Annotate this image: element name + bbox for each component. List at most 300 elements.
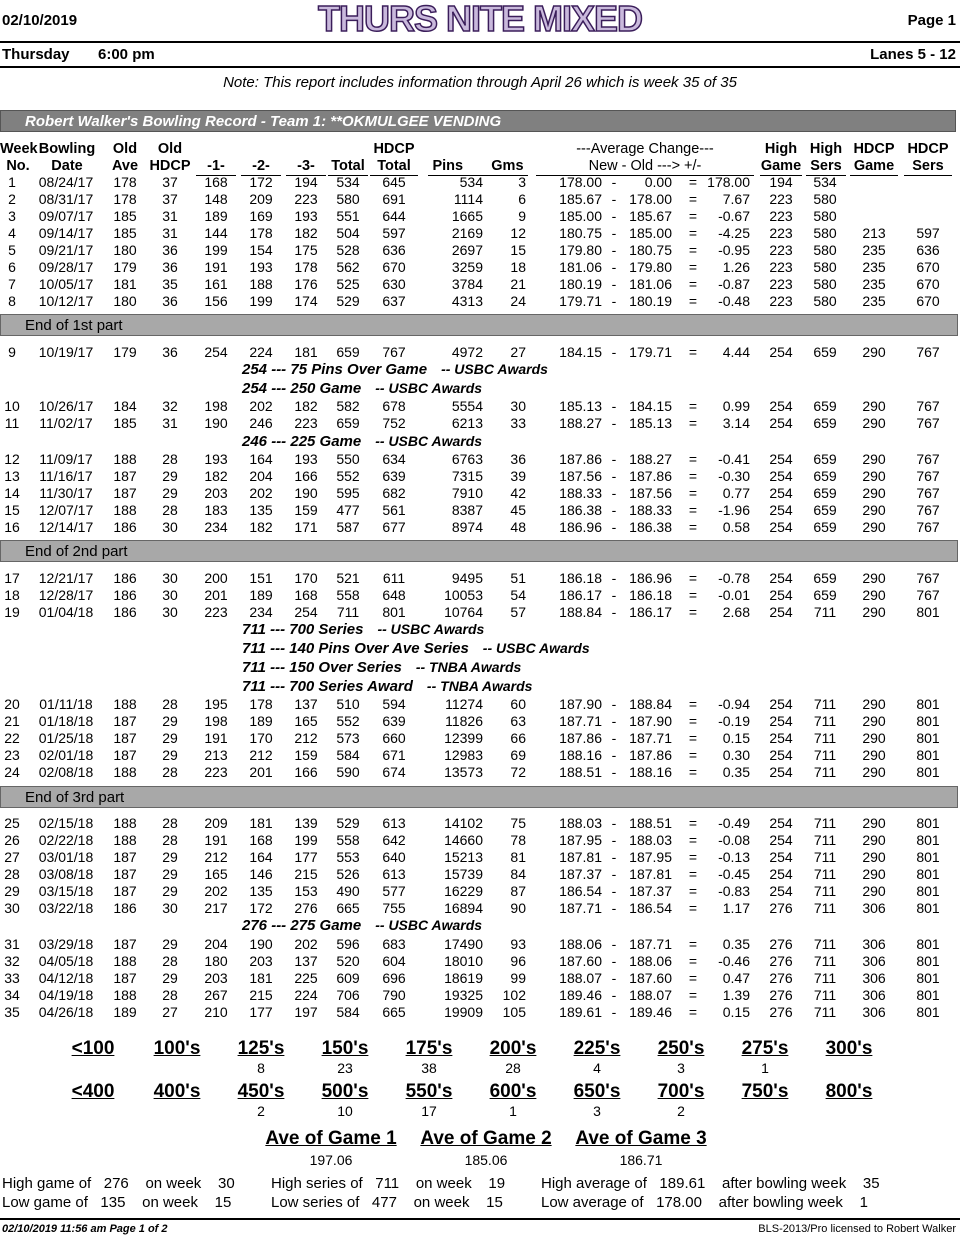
table-cell: 1665 [451, 208, 483, 224]
table-cell: 188.84 [629, 696, 672, 712]
table-cell: 659 [813, 344, 837, 360]
table-cell: 801 [916, 730, 940, 746]
table-cell: 235 [862, 242, 886, 258]
table-cell: 180.75 [629, 242, 672, 258]
table-cell: 188 [113, 832, 137, 848]
table-cell: 223 [769, 208, 793, 224]
col-pins-gms: Pins Gms [428, 158, 528, 176]
table-cell: 28 [162, 953, 178, 969]
table-cell: 767 [916, 398, 940, 414]
table-cell: 02/15/18 [38, 815, 94, 831]
table-cell: 254 [769, 587, 793, 603]
table-cell: 582 [336, 398, 360, 414]
award-line [242, 658, 521, 677]
award-text: 711 --- 140 Pins Over Ave Series [242, 640, 469, 657]
table-cell: 187 [113, 730, 137, 746]
table-cell: 551 [336, 208, 360, 224]
table-cell: 164 [249, 849, 273, 865]
table-cell: 290 [862, 832, 886, 848]
table-cell: 203 [204, 970, 228, 986]
subheader-rule [0, 66, 960, 68]
table-cell: 185.00 [559, 208, 602, 224]
table-cell: 711 [813, 849, 837, 865]
table-cell: 135 [249, 883, 273, 899]
table-cell: 180.75 [559, 225, 602, 241]
table-cell: 23 [4, 747, 20, 763]
game-dist-count: 4 [593, 1060, 601, 1076]
table-cell: 200 [204, 570, 228, 586]
table-cell: 190 [294, 485, 318, 501]
table-cell: 711 [813, 866, 837, 882]
table-cell: 12983 [444, 747, 483, 763]
table-cell: 10/26/17 [38, 398, 94, 414]
table-cell: 194 [294, 174, 318, 190]
table-cell: - [611, 713, 617, 729]
table-cell: - [611, 953, 617, 969]
table-cell: 12399 [444, 730, 483, 746]
table-cell: 190 [249, 936, 273, 952]
part-separator: End of 3rd part [0, 786, 958, 808]
table-cell: 276 [769, 987, 793, 1003]
table-cell: 755 [382, 900, 406, 916]
table-cell: - [611, 344, 617, 360]
table-cell: 3259 [451, 259, 483, 275]
table-cell: 7.67 [722, 191, 750, 207]
table-cell: = [688, 764, 698, 780]
table-cell: = [688, 747, 698, 763]
table-cell: 180.19 [629, 293, 672, 309]
table-cell: 181 [113, 276, 137, 292]
table-cell: 3 [8, 208, 16, 224]
table-cell: - [611, 900, 617, 916]
table-cell: = [688, 191, 698, 207]
table-cell: 181 [294, 344, 318, 360]
table-cell: 187.86 [559, 730, 602, 746]
footer-rule [0, 1218, 960, 1220]
table-cell: - [611, 451, 617, 467]
game-dist-count: 1 [761, 1060, 769, 1076]
game-average-value: 197.06 [309, 1152, 353, 1168]
table-cell: 189.46 [629, 1004, 672, 1020]
table-cell: 254 [204, 344, 228, 360]
table-cell: -0.19 [718, 713, 750, 729]
table-cell: 18 [4, 587, 20, 603]
table-cell: 187 [113, 468, 137, 484]
table-cell: - [611, 866, 617, 882]
series-dist-label: 600's [489, 1081, 537, 1102]
table-cell: 187.90 [629, 713, 672, 729]
table-cell: - [611, 730, 617, 746]
table-cell: 33 [4, 970, 20, 986]
table-row [0, 293, 960, 310]
table-cell: 801 [916, 815, 940, 831]
game-dist-label: <100 [71, 1038, 115, 1059]
table-cell: 187.86 [559, 451, 602, 467]
table-cell: 02/01/18 [38, 747, 94, 763]
table-cell: 29 [162, 468, 178, 484]
award-text: 246 --- 225 Game [242, 433, 362, 450]
series-dist-count: 2 [257, 1103, 265, 1119]
table-cell: 187 [113, 970, 137, 986]
table-cell: 562 [336, 259, 360, 275]
table-cell: 223 [204, 764, 228, 780]
table-cell: 254 [769, 519, 793, 535]
table-cell: 188 [113, 502, 137, 518]
table-row [0, 900, 960, 917]
table-cell: = [688, 866, 698, 882]
table-cell: 31 [162, 415, 178, 431]
table-cell: = [688, 415, 698, 431]
table-cell: 04/26/18 [38, 1004, 94, 1020]
table-cell: -0.48 [718, 293, 750, 309]
table-row [0, 415, 960, 432]
table-cell: 168 [294, 587, 318, 603]
table-cell: 254 [769, 883, 793, 899]
table-row [0, 174, 960, 191]
table-cell: 17490 [444, 936, 483, 952]
table-cell: 16894 [444, 900, 483, 916]
table-cell: 9 [8, 344, 16, 360]
game-dist-label: 175's [405, 1038, 453, 1059]
table-cell: 202 [249, 398, 273, 414]
table-cell: 28 [162, 764, 178, 780]
table-cell: 199 [204, 242, 228, 258]
col-week: Week No. [0, 141, 38, 174]
table-cell: 87 [510, 883, 526, 899]
table-cell: 33 [510, 415, 526, 431]
table-cell: 290 [862, 570, 886, 586]
page-number: Page 1 [907, 12, 956, 29]
table-cell: 290 [862, 587, 886, 603]
table-cell: = [688, 970, 698, 986]
table-cell: 580 [813, 208, 837, 224]
table-cell: 659 [336, 415, 360, 431]
table-cell: 306 [862, 970, 886, 986]
table-cell: 0.15 [722, 730, 750, 746]
table-cell: 185 [113, 415, 137, 431]
table-cell: = [688, 242, 698, 258]
table-cell: 37 [162, 174, 178, 190]
table-cell: 290 [862, 849, 886, 865]
table-cell: -0.45 [718, 866, 750, 882]
table-cell: 187.71 [629, 730, 672, 746]
table-cell: - [611, 849, 617, 865]
table-cell: 188 [113, 953, 137, 969]
table-cell: 504 [336, 225, 360, 241]
table-cell: = [688, 398, 698, 414]
table-cell: 193 [249, 259, 273, 275]
footer-license: BLS-2013/Pro licensed to Robert Walker [758, 1223, 956, 1235]
table-cell: 75 [510, 815, 526, 831]
table-cell: 7315 [451, 468, 483, 484]
table-cell: 81 [510, 849, 526, 865]
table-cell: 186 [113, 519, 137, 535]
table-cell: 187.95 [629, 849, 672, 865]
col-game1: -1- [196, 158, 236, 176]
table-cell: 197 [294, 1004, 318, 1020]
table-cell: 528 [336, 242, 360, 258]
table-cell: 184 [113, 398, 137, 414]
table-cell: 187.71 [559, 900, 602, 916]
table-cell: 520 [336, 953, 360, 969]
table-cell: 580 [336, 191, 360, 207]
table-cell: 182 [294, 225, 318, 241]
table-cell: 711 [813, 970, 837, 986]
table-cell: 01/04/18 [38, 604, 94, 620]
table-cell: 11/02/17 [39, 415, 93, 431]
table-cell: 276 [769, 1004, 793, 1020]
table-row [0, 398, 960, 415]
table-cell: = [688, 259, 698, 275]
table-cell: 188 [113, 451, 137, 467]
table-cell: 187.86 [629, 747, 672, 763]
table-cell: 185 [113, 225, 137, 241]
table-cell: - [611, 242, 617, 258]
table-cell: 234 [249, 604, 273, 620]
table-row [0, 259, 960, 276]
table-cell: 306 [862, 987, 886, 1003]
table-cell: 659 [813, 570, 837, 586]
table-cell: 11274 [445, 696, 483, 712]
table-cell: 683 [382, 936, 406, 952]
high-series-summary: High series of 711 on week 19 [271, 1175, 506, 1192]
table-cell: 580 [813, 225, 837, 241]
table-cell: 670 [916, 259, 940, 275]
table-cell: 659 [336, 344, 360, 360]
table-cell: 767 [916, 451, 940, 467]
table-cell: 584 [336, 1004, 360, 1020]
table-cell: 90 [510, 900, 526, 916]
table-cell: 552 [336, 468, 360, 484]
col-high-sers: High Sers [806, 141, 846, 176]
table-cell: 8387 [451, 502, 483, 518]
table-cell: - [611, 519, 617, 535]
table-cell: 642 [382, 832, 406, 848]
table-cell: 203 [204, 485, 228, 501]
table-row [0, 191, 960, 208]
series-dist-count: 3 [593, 1103, 601, 1119]
table-cell: 178.00 [707, 174, 750, 190]
table-cell: 178 [113, 174, 137, 190]
table-cell: 801 [916, 713, 940, 729]
table-cell: - [611, 174, 617, 190]
table-cell: 577 [382, 883, 406, 899]
table-cell: 04/12/18 [38, 970, 94, 986]
table-cell: 185.00 [629, 225, 672, 241]
table-cell: 0.35 [722, 936, 750, 952]
table-cell: 644 [382, 208, 406, 224]
table-cell: 32 [4, 953, 20, 969]
table-cell: 254 [769, 866, 793, 882]
table-cell: 767 [916, 519, 940, 535]
table-cell: 290 [862, 604, 886, 620]
table-cell: 290 [862, 713, 886, 729]
table-cell: 203 [249, 953, 273, 969]
table-cell: 170 [294, 570, 318, 586]
table-cell: 189 [204, 208, 228, 224]
table-cell: = [688, 468, 698, 484]
table-cell: 3784 [451, 276, 483, 292]
table-cell: 182 [204, 468, 228, 484]
table-cell: 02/22/18 [38, 832, 94, 848]
table-cell: 04/19/18 [38, 987, 94, 1003]
table-cell: 290 [862, 502, 886, 518]
table-cell: 188 [113, 696, 137, 712]
table-cell: 0.35 [722, 764, 750, 780]
table-cell: 29 [162, 883, 178, 899]
table-cell: 235 [862, 276, 886, 292]
table-cell: 198 [204, 398, 228, 414]
table-cell: - [611, 936, 617, 952]
table-cell: 161 [204, 276, 228, 292]
table-cell: = [688, 936, 698, 952]
table-cell: 198 [204, 713, 228, 729]
report-date: 02/10/2019 [2, 12, 78, 29]
table-cell: 254 [769, 815, 793, 831]
table-cell: -1.96 [718, 502, 750, 518]
table-cell: 183 [204, 502, 228, 518]
table-cell: 558 [336, 832, 360, 848]
table-cell: 16 [4, 519, 20, 535]
table-cell: 276 [294, 900, 318, 916]
table-cell: 290 [862, 883, 886, 899]
series-dist-label: 400's [153, 1081, 201, 1102]
table-cell: 193 [204, 451, 228, 467]
table-row [0, 519, 960, 536]
table-cell: 254 [769, 502, 793, 518]
table-cell: 267 [204, 987, 228, 1003]
table-cell: 2697 [451, 242, 483, 258]
table-cell: -0.83 [718, 883, 750, 899]
table-cell: -0.95 [718, 242, 750, 258]
table-row [0, 764, 960, 781]
table-cell: 01/18/18 [38, 713, 94, 729]
table-cell: 477 [336, 502, 360, 518]
table-cell: 212 [294, 730, 318, 746]
table-cell: 223 [769, 191, 793, 207]
award-line [242, 379, 482, 398]
table-cell: 03/01/18 [38, 849, 94, 865]
table-cell: 212 [249, 747, 273, 763]
table-cell: 767 [916, 587, 940, 603]
table-cell: 188.06 [559, 936, 602, 952]
table-cell: 290 [862, 468, 886, 484]
table-cell: 767 [916, 502, 940, 518]
table-cell: 60 [510, 696, 526, 712]
table-cell: 01/11/18 [39, 696, 93, 712]
table-cell: 42 [510, 485, 526, 501]
table-cell: 12/28/17 [38, 587, 94, 603]
table-cell: 57 [510, 604, 526, 620]
table-cell: 63 [510, 713, 526, 729]
table-cell: 223 [769, 242, 793, 258]
table-cell: 35 [4, 1004, 20, 1020]
table-cell: 1114 [453, 191, 483, 207]
table-cell: 1.26 [722, 259, 750, 275]
table-cell: = [688, 713, 698, 729]
table-cell: 181.06 [559, 259, 602, 275]
table-row [0, 696, 960, 713]
table-cell: 135 [249, 502, 273, 518]
table-cell: 659 [813, 415, 837, 431]
table-cell: 7910 [451, 485, 483, 501]
table-cell: 215 [294, 866, 318, 882]
col-game3: -3- [286, 158, 326, 176]
table-cell: 611 [382, 570, 406, 586]
table-cell: 4972 [451, 344, 483, 360]
table-cell: 2 [8, 191, 16, 207]
table-cell: 204 [249, 468, 273, 484]
table-cell: 597 [382, 225, 406, 241]
table-cell: 10053 [444, 587, 483, 603]
table-cell: 31 [162, 225, 178, 241]
table-cell: 36 [162, 293, 178, 309]
table-cell: 26 [4, 832, 20, 848]
table-cell: 276 [769, 900, 793, 916]
game-average-label: Ave of Game 1 [265, 1128, 397, 1149]
table-cell: 195 [204, 696, 228, 712]
table-cell: = [688, 344, 698, 360]
league-day: Thursday [2, 46, 70, 63]
table-cell: 36 [162, 242, 178, 258]
table-cell: 29 [162, 485, 178, 501]
table-cell: 186.38 [629, 519, 672, 535]
table-cell: 154 [249, 242, 273, 258]
table-cell: 04/05/18 [38, 953, 94, 969]
table-cell: 185.67 [629, 208, 672, 224]
table-cell: 767 [916, 485, 940, 501]
table-cell: 102 [502, 987, 526, 1003]
table-cell: 2169 [451, 225, 483, 241]
table-cell: 711 [813, 987, 837, 1003]
table-cell: 37 [162, 191, 178, 207]
table-row [0, 587, 960, 604]
game-dist-label: 100's [153, 1038, 201, 1059]
table-cell: 1.39 [722, 987, 750, 1003]
table-cell: 682 [382, 485, 406, 501]
table-cell: 188 [113, 815, 137, 831]
table-cell: 5 [8, 242, 16, 258]
table-row [0, 502, 960, 519]
table-cell: 10/12/17 [38, 293, 94, 309]
table-cell: 168 [249, 832, 273, 848]
table-cell: - [611, 485, 617, 501]
award-text: 711 --- 150 Over Series [242, 659, 402, 676]
col-game2: -2- [241, 158, 281, 176]
game-dist-label: 300's [825, 1038, 873, 1059]
table-cell: 767 [916, 344, 940, 360]
table-cell: 199 [249, 293, 273, 309]
award-org: -- USBC Awards [441, 361, 548, 377]
series-dist-count: 17 [421, 1103, 437, 1119]
table-cell: 27 [510, 344, 526, 360]
table-cell: 0.58 [722, 519, 750, 535]
table-cell: 235 [862, 293, 886, 309]
award-text: 254 --- 75 Pins Over Game [242, 361, 428, 378]
table-cell: 188.84 [559, 604, 602, 620]
table-cell: 801 [916, 849, 940, 865]
table-cell: 224 [249, 344, 273, 360]
table-cell: 177 [249, 1004, 273, 1020]
table-cell: 587 [336, 519, 360, 535]
table-cell: 696 [382, 970, 406, 986]
table-cell: 166 [294, 764, 318, 780]
table-cell: 246 [249, 415, 273, 431]
table-cell: 12/21/17 [38, 570, 94, 586]
table-cell: 181.06 [629, 276, 672, 292]
table-cell: 660 [382, 730, 406, 746]
table-cell: 188 [249, 276, 273, 292]
